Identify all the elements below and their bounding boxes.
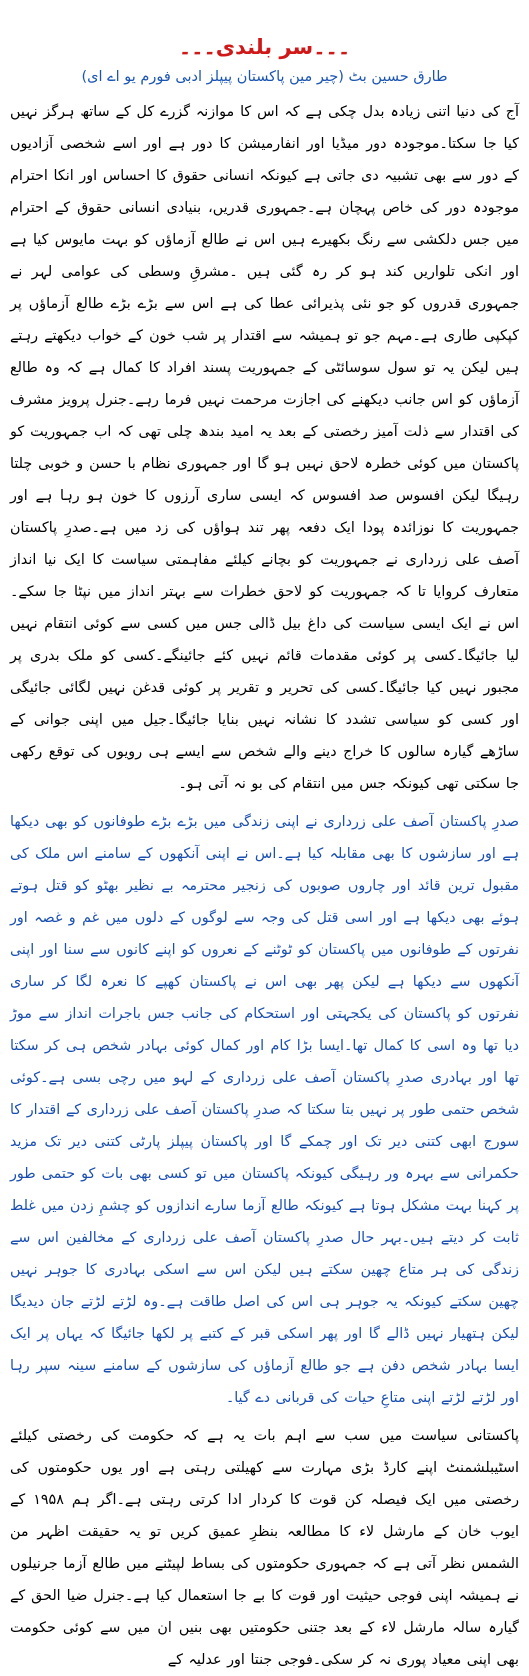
article-body (10, 96, 519, 1676)
article-title: ۔۔۔سر بلندی۔۔۔ (178, 35, 351, 59)
article-paragraph-1: آج کی دنیا اتنی زیادہ بدل چکی ہے کہ اس کا موازنہ گزرے کل کے ساتھ ہرگز نہیں کیا جا سکتا۔موجودہ دور میڈیا اور انفارمیشن کا دور ہے اور اسے شخصی آزادیوں کے دور سے بھی تشبیہ دی جاتی ہے کیونکہ انسانی حقوق کا احساس اور انکا احترام موجودہ دور کی خاص پہچان ہے۔جمہوری قدریں، بنیادی انسانی حقوق کے احترام میں جس دلکشی سے رنگ بکھیرے ہیں اس نے طالع آزماؤں کو بہت مایوس کیا ہے اور انکی تلواریں کند ہو کر رہ گئی ہیں ۔مشرقِ وسطی کی عوامی لہر نے جمہوری قدروں کو جو نئی پذیرائی عطا کی ہے اس سے بڑے بڑے طالع آزماؤں پر کپکپی طاری ہے۔مہم جو تو ہمیشہ سے اقتدار پر شب خون کے خواب دیکھتے رہتے ہیں لیکن یہ تو سول سوسائٹی کے جمہوریت پسند افراد کا کمال ہے کہ وہ طالع آزماؤں کو اس جانب دیکھنے کی اجازت مرحمت نہیں فرما رہے۔جنرل پرویز مشرف کی اقتدار سے ذلت آمیز رخصتی کے بعد یہ امید بندھ چلی تھی کہ اب جمہوریت کو پاکستان میں کوئی خطرہ لاحق نہیں ہو گا اور جمہوری نظام با حسن و خوبی چلتا رہیگا لیکن افسوس صد افسوس کہ ایسی ساری آرزوں کا خون ہو رہا ہے اور جمہوریت کا نوزائدہ پودا ایک دفعہ پھر تند ہواؤں کی زد میں ہے۔صدرِ پاکستان آصف علی زرداری نے جمہوریت کو بچانے کیلئے مفاہمتی سیاست کا ایک نیا انداز متعارف کروایا تا کہ جمہوریت کو لاحق خطرات سے بہتر انداز میں نپٹا جا سکے۔اس نے ایک ایسی سیاست کی داغ بیل ڈالی جس میں کسی سے کوئی انتقام نہیں لیا جائیگا۔کسی پر کوئی مقدمات قائم نہیں کئے جائینگے۔کسی کو ملک بدری پر مجبور نہیں کیا جائیگا۔کسی کی تحریر و تقریر پر کوئی قدغن نہیں لگائی جائیگی اور کسی کو سیاسی تشدد کا نشانہ نہیں بنایا جائیگا۔جیل میں اپنی جوانی کے ساڑھے گیارہ سالوں کا خراج دینے والے شخص سے ایسے ہی رویوں کی توقع رکھی جا سکتی تھی کیونکہ جس میں انتقام کی بو نہ آتی ہو۔ (10, 104, 519, 792)
article-paragraph-2: صدرِ پاکستان آصف علی زرداری نے اپنی زندگی میں بڑے بڑے طوفانوں کو بھی دیکھا ہے اور سازشوں کا بھی مقابلہ کیا ہے۔اس نے اپنی آنکھوں کے سامنے اس ملک کی مقبول ترین قائد اور چاروں صوبوں کی زنجیر محترمہ بے نظیر بھٹو کو قتل ہوتے ہوئے بھی دیکھا ہے اور اسی قتل کی وجہ سے لوگوں کے دلوں میں غم و غصہ اور نفرتوں کے طوفانوں میں پاکستان کو ٹوٹنے کے نعروں کو اپنے کانوں سے سنا اور اپنی آنکھوں سے دیکھا ہے لیکن پھر بھی اس نے پاکستان کھپے کا نعرہ لگا کر ساری نفرتوں کو پاکستان کی یکجہتی اور استحکام کی جانب جس باجرات انداز سے موڑ دیا تھا وہ اسی کا کمال تھا۔ایسا بڑا کام اور کمال کوئی بہادر شخص ہی کر سکتا تھا اور بہادری صدرِ پاکستان آصف علی زرداری کے لہو میں رچی بسی ہے۔کوئی شخص حتمی طور پر نہیں بتا سکتا کہ صدرِ پاکستان آصف علی زرداری کے اقتدار کا سورج ابھی کتنی دیر تک اور چمکے گا اور پاکستان پیپلز پارٹی کتنی دیر تک مزید حکمرانی سے بہرہ ور رہیگی کیونکہ پاکستان میں تو کسی بھی بات کو حتمی طور پر کہنا بہت مشکل ہوتا ہے کیونکہ طالع آزما سارے اندازوں کو چشمِ زدن میں غلط ثابت کر دیتے ہیں۔بہر حال صدرِ پاکستان آصف علی زرداری کے مخالفین اس سے زندگی کی ہر متاع چھین سکتے ہیں لیکن اس سے اسکی بہادری کا جوہر نہیں چھین سکتے کیونکہ یہ جوہر ہی اس کی اصل طاقت ہے۔وہ لڑتے لڑتے جان دیدیگا لیکن ہتھیار نہیں ڈالے گا اور پھر اسکی قبر کے کتبے پر لکھا جائیگا کہ یہاں پر ایک ایسا بہادر شخص دفن ہے جو طالع آزماؤں کی سازشوں کے سامنے سینہ سپر رہا اور لڑتے لڑتے اپنی متاعِ حیات کی قربانی دے گیا۔ (10, 814, 519, 1406)
article-byline: طارق حسین بٹ (چیر مین پاکستان پیپلز ادبی فورم یو اے ای) (81, 69, 448, 85)
article-paragraph-3: پاکستانی سیاست میں سب سے اہم بات یہ ہے کہ حکومت کی رخصتی کیلئے اسٹیبلشمنٹ اپنے کارڈ بڑی مہارت سے کھیلتی رہتی ہے اور یوں حکومتوں کی رخصتی میں ایک فیصلہ کن قوت کا کردار ادا کرتی رہتی ہے۔اگر ہم ۱۹۵۸ کے ایوب خان کے مارشل لاء کا مطالعہ بنظرِ عمیق کریں تو یہ حقیقت اظہر من الشمس نظر آتی ہے کہ جمہوری حکومتوں کی بساط لپیٹنے میں طالع آزما جرنیلوں نے ہمیشہ اپنی فوجی حیثیت اور قوت کا بے جا استعمال کیا ہے۔جنرل ضیا الحق کے گیارہ سالہ مارشل لاء کے بعد جتنی حکومتیں بھی بنیں ان میں سے کوئی حکومت بھی اپنی معیاد پوری نہ کر سکی۔فوجی جنتا اور عدلیہ کے (10, 1428, 519, 1668)
